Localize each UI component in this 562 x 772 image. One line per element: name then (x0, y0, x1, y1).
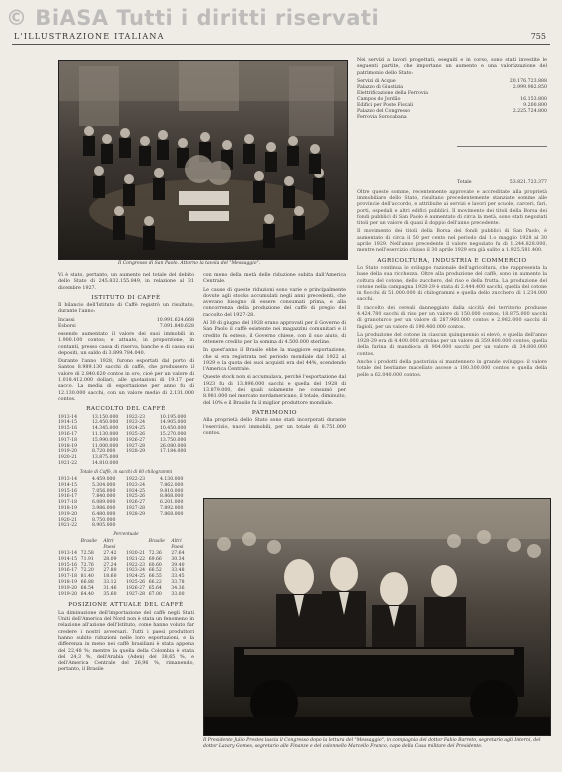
raccolto-row (58, 461, 194, 467)
congress-photo-caption: Il Congresso di San Paolo. Attorno la tavola del "Messaggio". (118, 261, 261, 266)
balance-row: Servizi di Acque 20.176.723.888 (357, 78, 547, 84)
raccolto-row-cell: 1928-29 (126, 449, 146, 455)
raccolto-row-2-cell: 4.459.000 (92, 477, 116, 482)
percent-row-cell: 1921-22 (126, 556, 146, 562)
raccolto-row-2-cell: 1915-16 (58, 488, 78, 494)
raccolto-table (58, 415, 194, 467)
raccolto-row-2-cell: 7.868.000 (160, 511, 184, 517)
raccolto-row-cell (126, 461, 160, 467)
percent-row-cell: 1919-20 (58, 585, 78, 591)
istituto-paragraph: Il bilancio dell'Istituto di Caffè registrò un risultato, durante l'anno: (58, 303, 194, 315)
raccolto-row-cell: 17.184.000 (160, 449, 187, 455)
raccolto-row-cell: 1913-14 (58, 414, 78, 420)
percent-row-cell: 72.36 (148, 551, 162, 557)
middle-paragraph-4: In quest'anno il Brasile ebbe la maggiore esportazione, che si era registrata nel periodo mondiale dal 1922 al 1929 e la quota dei suoi acquisti era del 44%, scendendo l'America Centrale. (203, 348, 346, 373)
raccolto-heading: RACCOLTO DEL CAFFÈ (86, 406, 166, 413)
posizione-paragraph: La diminuzione dell'importazione del caffè negli Stati Uniti dell'America del Nord non è stata un fenomeno in relazione all'azione dell'Istituto, come hanno voluto far credere i nostri avversari. Tutti i paesi produttori hanno subìto riduzioni nelle loro esportazioni, e la differenza in meno nei caffè brasiliani è stata appena del 22,48 %; mentre la quella della Colombia è stata del 24,3 %, dell'Arabia (Aden) del 38,65 %, e dell'America Centrale del 26,96 %, rimanendo, pertanto, il Brasile (58, 610, 194, 673)
president-photo-caption: Il Presidente Julio Prestes lascia il Congresso dopo la lettura del "Messaggio", in compagnia del dottor Fabio Barreto, segretario agli Interni, del dottor Lazary Gomes, segretario alle Finanze e del colonnello Marcello Franco, capo della Casa militare del Presidente. (203, 738, 541, 749)
right-paragraph-1: Oltre queste somme, recentemente approvate e accreditate alla proprietà immobiliare dello Stato, risultano precedentemente stanziate somme alle provincie dell'accordo, e attribuite ai servizi e lavori per scuole, carceri, fari, porti, ospedali e altri edifici pubblici. Il movimento dei titoli della Borsa dei fondi pubblici di San Paolo è aumentato di circa la metà, sono stati negoziati titoli per un valore di quasi il doppio dell'anno precedente. (357, 189, 547, 227)
istituto-row: Incassi 10.991.624.668 (58, 317, 194, 323)
percent-row-cell: 27.64 (171, 551, 185, 557)
raccolto-row-2-cell: 8.868.000 (160, 494, 184, 500)
raccolto-row-2-cell: 1913-14 (58, 477, 78, 482)
istituto-row: Esborsi 7.091.840.628 (58, 323, 194, 329)
raccolto-row-2-cell: 5.304.000 (92, 482, 116, 488)
raccolto-row-cell: 1916-17 (58, 431, 78, 437)
percent-row-cell: 1913-14 (58, 551, 78, 557)
balance-intro: Nei servizi a lavori progettati, eseguiti e in corso, sono stati investite le seguenti partite, che importano un aumento e una valorizzazione del patrimonio dello Stato: (357, 58, 547, 76)
raccolto-row-2-cell: 1916-17 (58, 494, 78, 500)
right-paragraph-4: Il raccolto dei cereali danneggiato dalla siccità del territorio produsse 4.424.780 sacchi di riso per un valore di 150.000 contos; 18.875.000 sacchi di granoturco per un valore di 287.960.000 contos e 2.982.000 sacchi di fagioli, per un valore di 190.460.000 contos. (357, 305, 547, 330)
percent-row-cell: 69.66 (148, 556, 162, 562)
percent-row-cell: 33.78 (171, 580, 185, 586)
percent-row-cell: 1915-16 (58, 562, 78, 568)
percent-row-cell: 1919-20 (58, 591, 78, 597)
president-photo (203, 498, 551, 736)
left-paragraph-1: Vi è stato, pertanto, un aumento nel totale del debito dello Stato di 245.832.155.849, in relazione al 31 dicembre 1927. (58, 273, 194, 291)
raccolto-row-2-cell: 7.056.000 (92, 488, 116, 494)
percent-row-cell: 67.00 (148, 591, 162, 597)
left-column (58, 273, 194, 676)
raccolto-row-2-cell: 7.862.000 (160, 482, 184, 488)
percent-row-cell: 71.91 (80, 556, 94, 562)
raccolto-row-cell: 11.000.000 (92, 443, 119, 449)
raccolto-row-cell: 1925-26 (126, 431, 146, 437)
raccolto-row-2-cell: 1917-18 (58, 500, 78, 506)
raccolto-row-2-cell: 8.905.000 (92, 523, 116, 529)
raccolto-row-2-cell: 4.130.000 (160, 477, 184, 482)
raccolto-row-2-cell: 1926-27 (126, 500, 146, 506)
right-paragraph-3: Lo Stato continua lo sviluppo razionale dell'agricoltura, che rappresenta la base della sua ricchezza. Oltre alla produzione del caffè, sono in aumento la coltura del cotone, dello zucchero, del riso e della frutta. La produzione del cotone nella campagna 1928-29 è stata di 2.444.400 sacchi, quella del cotone in fiocchi di 51.000.000 di chilogrammi e quella dello zucchero di 1.234.000 sacchi. (357, 265, 547, 303)
percent-note: Percentuale (113, 531, 139, 537)
raccolto-row-cell (160, 461, 194, 467)
raccolto-row-cell: 13.150.000 (92, 414, 119, 420)
percent-row-cell: 66.52 (148, 568, 162, 574)
president-photo-illustration (204, 499, 550, 735)
raccolto-row-cell: 10.195.000 (160, 414, 187, 420)
percent-header-cell: Altri Paesi (171, 539, 184, 551)
balance-row: Campos do Jordão 16.153.800 (357, 97, 547, 103)
right-paragraph-6: Anche i prodotti della pastorizia si mantennero in grande sviluppo: il valore totale del bestiame macellato ascese a 180.300.000 contos e quella della pelle a 62.040.000 contos. (357, 360, 547, 378)
percent-row-cell: 1923-24 (126, 568, 146, 574)
middle-column (203, 273, 346, 439)
congress-photo-illustration (59, 61, 347, 259)
agricoltura-heading: AGRICOLTURA, INDUSTRIA E COMMERCIO (377, 257, 527, 264)
percent-row-cell: 1916-17 (58, 568, 78, 574)
percent-row-cell: 72.20 (80, 568, 94, 574)
percent-row-cell: 27.42 (103, 551, 117, 557)
right-paragraph-5: La produzione del cotone in ciascun quinquennio si elevò, e quella dell'anno 1928-29 era di 4.400.000 arrobas per un valore di 359.800.000 contos; quella della farina di mandioca di 904.000 sacchi per un valore di 34.800.000 contos. (357, 332, 547, 357)
raccolto-row-2 (58, 523, 194, 529)
left-paragraph-3: Durante l'anno 1928, furono esportati dal porto di Santos 8.989.130 sacchi di caffè, che produssero il valore di 2.840.620 contos in oro, cioè per un valore di 1.018.412.000 dollari, alle quotazioni di 19.17 per sacco. La media di esportazione per anno fu di 12.130.000 sacchi, con un valore medio di 2.131.000 contos. (58, 359, 194, 402)
istituto-heading: ISTITUTO DI CAFFÈ (91, 294, 161, 301)
raccolto-row-2-cell: 6.089.000 (92, 500, 116, 506)
percent-row-cell: 1926-27 (126, 585, 146, 591)
raccolto-row-2-cell: 9.810.000 (160, 488, 184, 494)
middle-paragraph-3: Al 30 di giugno del 1928 erano approvati per il Governo di San Paolo il caffè esistente nei magazzini comunitari e il credito fu esteso, il Governo chiese, con il suo aiuto, di ottenere credito per la somma di 4.500.000 sterline. (203, 321, 346, 345)
percent-row-cell: 33.12 (103, 580, 117, 586)
percent-row-cell: 1920-21 (126, 551, 146, 557)
raccolto-row-2-cell: 3.986.000 (92, 505, 116, 511)
percent-row-cell: 39.40 (171, 562, 185, 568)
left-paragraph-2: essendo aumentato il valore dei suoi immobili in 1.900.100 contos; e attuato, in proporzione, in contanti, presso cassa di riserva, banche e di cassa sui depositi, un saldo di 3.899.784.040. (58, 331, 194, 356)
percent-row-cell: 1925-26 (126, 580, 146, 586)
raccolto-row-2-cell: 1918-19 (58, 505, 78, 511)
percent-row-cell: 81.40 (80, 574, 94, 580)
raccolto-note: Totale di Caffè, in sacchi di 60 chilogrammi (79, 468, 173, 474)
raccolto-row-cell: 8.720.000 (92, 449, 116, 455)
balance-subitems-area (357, 146, 547, 180)
percent-table (58, 551, 194, 597)
percent-row-cell: 72.76 (80, 562, 94, 568)
raccolto-row-2-cell: 1919-20 (58, 511, 78, 517)
raccolto-row-2-cell (126, 523, 160, 529)
percent-row-cell: 18.60 (103, 574, 117, 580)
raccolto-row-cell: 15.270.000 (160, 431, 187, 437)
percent-row-cell: 1914-15 (58, 556, 78, 562)
raccolto-table-2 (58, 477, 194, 529)
raccolto-row-2-cell: 1927-28 (126, 505, 146, 511)
congress-photo (58, 60, 348, 260)
percent-row-cell: 1917-18 (58, 574, 78, 580)
right-paragraph-2: Il movimento dei titoli della Borsa dei fondi pubblici di San Paolo, è aumentato di circa il 50 per cento nel periodo dal 1.o maggio 1928 al 30 aprile 1929. Nell'anno precedente il valore negoziato fu di 1.244.828.000, mentre nell'esercizio chiuso il 30 aprile 1929 era già salito a 1.925.581.400. (357, 229, 547, 254)
percent-row-cell: 72.58 (80, 551, 94, 557)
percent-row-cell: 68.54 (80, 585, 94, 591)
raccolto-row-cell: 1915-16 (58, 426, 78, 432)
middle-paragraph-5: Queste stock non si accumulava, perché l'esportazione dal 1923 fu di 13.896.000 sacchi e quella del 1928 di 13.879.000, dei quali solamente ne consumò per 8.981.000 nel mercato nordamericano, il totale, diminuito, del 10% e il Brasile fu il miglior produttore mondiale. (203, 375, 346, 406)
percent-row-cell: 1918-19 (58, 580, 78, 586)
raccolto-row-cell: 1923-24 (126, 420, 146, 426)
percent-row-cell: 30.34 (171, 556, 185, 562)
raccolto-row-2-cell: 1924-25 (126, 488, 146, 494)
percent-row-cell: 66.22 (148, 580, 162, 586)
raccolto-row-cell: 1924-25 (126, 426, 146, 432)
raccolto-row-2-cell (160, 523, 194, 529)
raccolto-row-2-cell: 1922-23 (126, 477, 146, 482)
raccolto-row-2-cell: 7.840.000 (92, 494, 116, 500)
percent-row-cell: 1924-25 (126, 574, 146, 580)
raccolto-row-2-cell: 8.750.000 (92, 517, 116, 523)
raccolto-row-cell: 14.345.000 (92, 426, 119, 432)
percent-row-cell: 66.55 (148, 574, 162, 580)
balance-row: Elettrificazione della Ferrovia (357, 91, 428, 97)
percent-header-cell: Brasile (80, 539, 97, 545)
watermark: © BiASA Tutti i diritti riservati (6, 6, 380, 30)
raccolto-row-cell: 14.810.000 (92, 460, 119, 466)
percent-row-cell: 60.60 (148, 562, 162, 568)
percent-row-cell: 64.40 (80, 591, 94, 597)
raccolto-row-2-cell: 7.892.000 (160, 505, 184, 511)
raccolto-row-2-cell: 6.480.000 (92, 511, 116, 517)
percent-row-cell: 33.48 (171, 568, 185, 574)
raccolto-row-cell: 13.875.000 (92, 455, 119, 461)
balance-total-row: Totale 53.821.723.377 (457, 179, 547, 185)
raccolto-row-cell: 11.130.000 (92, 431, 119, 437)
raccolto-row-cell: 1914-15 (58, 420, 78, 426)
middle-paragraph-2: Le cause di queste riduzioni sono varie e principalmente dovute agli stocks accumulati negli anni precedenti, che avevano bisogno di essere consumati prima, e alla concorrenza della produzione del caffè di pregio del raccolto del 1927-28. (203, 287, 346, 318)
percent-row-cell: 27.24 (103, 562, 117, 568)
percent-row-cell: 31.46 (103, 585, 117, 591)
raccolto-row-cell: 10.450.000 (160, 426, 187, 432)
patrimonio-paragraph: Alla proprietà dello Stato sono stati incorporati durante l'esercizio, nuovi immobili, per un totale di 8.751.000 contos. (203, 418, 346, 436)
posizione-heading: POSIZIONE ATTUALE DEL CAFFÈ (68, 602, 184, 609)
raccolto-row-cell: 1917-18 (58, 437, 78, 443)
percent-row-cell: 65.64 (148, 585, 162, 591)
raccolto-row-cell: 1922-23 (126, 414, 146, 420)
percent-row-cell: 66.88 (80, 580, 94, 586)
raccolto-row-2-cell: 1928-29 (126, 511, 146, 517)
raccolto-row-cell: 15.990.000 (92, 437, 119, 443)
percent-row-cell: 1927-28 (126, 591, 146, 597)
balance-row: Palazzo del Congresso 2.225.724.800 (357, 109, 547, 115)
percent-header-cell (58, 539, 81, 551)
raccolto-row-2-cell: 1925-26 (126, 494, 146, 500)
raccolto-row-cell: 1919-20 (58, 449, 78, 455)
raccolto-row-2-cell: 1923-24 (126, 482, 146, 488)
header-rule (12, 44, 550, 45)
percent-header-cell: Brasile (148, 539, 166, 545)
middle-paragraph-1: con meno della metà delle riduzione subita dall'America Centrale. (203, 273, 346, 285)
percent-row-cell: 27.80 (103, 568, 117, 574)
raccolto-row-cell: 1927-28 (126, 443, 146, 449)
page-number: 755 (530, 32, 546, 41)
raccolto-row-cell: 13.750.000 (160, 437, 187, 443)
right-column-top (357, 58, 547, 381)
raccolto-row-cell: 1921-22 (58, 460, 78, 466)
raccolto-row-cell: 1918-19 (58, 443, 78, 449)
percent-header-cell (126, 539, 149, 551)
patrimonio-heading: PATRIMONIO (251, 409, 298, 416)
balance-row: Ferrovia Sorocabana (357, 115, 407, 121)
percent-headers (58, 539, 194, 551)
raccolto-row-cell: 1926-27 (126, 437, 146, 443)
raccolto-row-2-cell: 6.201.000 (160, 500, 184, 506)
percent-row-cell: 34.36 (171, 585, 185, 591)
balance-total-rule (457, 146, 547, 147)
balance-row: Edifici per Poste Fiscali 9.200.800 (357, 103, 547, 109)
percent-row-cell: 1922-23 (126, 562, 146, 568)
raccolto-row-cell: 12.450.000 (92, 420, 119, 426)
raccolto-row-cell: 1920-21 (58, 455, 78, 461)
percent-row-cell: 35.60 (103, 591, 117, 597)
percent-header-cell: Altri Paesi (103, 539, 116, 551)
raccolto-row-2-cell: 1920-21 (58, 517, 78, 523)
raccolto-row-2-cell: 1914-15 (58, 482, 78, 488)
percent-row (58, 592, 194, 598)
percent-row-cell: 28.09 (103, 556, 117, 562)
percent-row-cell: 33.45 (171, 574, 185, 580)
raccolto-row-cell: 14.905.000 (160, 420, 187, 426)
percent-row-cell: 33.00 (171, 591, 185, 597)
raccolto-row-2-cell: 1921-22 (58, 523, 78, 529)
running-head: L'ILLUSTRAZIONE ITALIANA (14, 32, 165, 41)
raccolto-row-cell: 26.080.000 (160, 443, 187, 449)
balance-row: Palazzo di Giustizia 2.999.982.850 (357, 84, 547, 90)
